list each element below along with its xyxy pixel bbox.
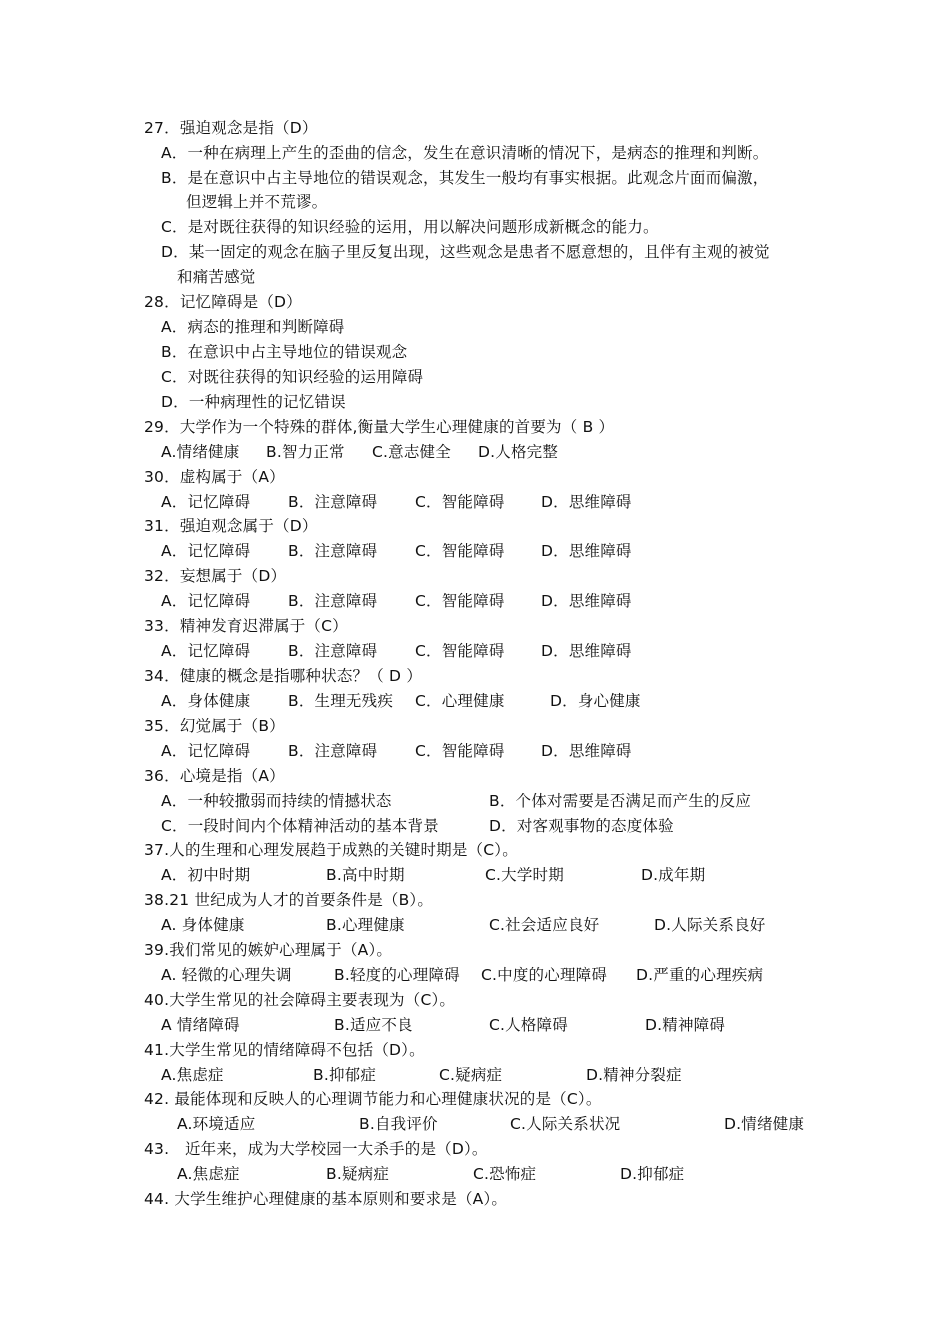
question-30-stem: 30．虚构属于（A） xyxy=(144,468,285,486)
question-38-option-d: D.人际关系良好 xyxy=(654,916,766,934)
question-30-option-a: A．记忆障碍 xyxy=(161,493,251,511)
question-35-option-d: D．思维障碍 xyxy=(541,742,632,760)
question-33-option-c: C．智能障碍 xyxy=(415,642,505,660)
question-36-option-a: A．一种较撒弱而持续的情撼状态 xyxy=(161,792,392,810)
question-29-option-d: D.人格完整 xyxy=(478,443,559,461)
question-29-option-a: A.情绪健康 xyxy=(161,443,240,461)
question-31-option-a: A．记忆障碍 xyxy=(161,542,251,560)
question-28-option-a: A．病态的推理和判断障碍 xyxy=(161,318,345,336)
question-34-stem: 34．健康的概念是指哪种状态？（ D ） xyxy=(144,667,423,685)
question-34-option-d: D．身心健康 xyxy=(550,692,641,710)
question-37-option-d: D.成年期 xyxy=(641,866,706,884)
question-27-option-d-cont: 和痛苦感觉 xyxy=(177,268,256,286)
question-39-stem: 39.我们常见的嫉妒心理属于（A）。 xyxy=(144,941,393,959)
question-44-stem: 44. 大学生维护心理健康的基本原则和要求是（A）。 xyxy=(144,1190,508,1208)
question-42-stem: 42. 最能体现和反映人的心理调节能力和心理健康状况的是（C）。 xyxy=(144,1090,602,1108)
question-29-option-b: B.智力正常 xyxy=(266,443,345,461)
question-28-option-b: B．在意识中占主导地位的错误观念 xyxy=(161,343,408,361)
question-41-option-a: A.焦虑症 xyxy=(161,1066,224,1084)
question-42-option-b: B.自我评价 xyxy=(359,1115,438,1133)
question-30-option-c: C．智能障碍 xyxy=(415,493,505,511)
question-27-option-b: B．是在意识中占主导地位的错误观念，其发生一般均有事实根据。此观念片面而偏激， xyxy=(161,169,769,187)
question-41-stem: 41.大学生常见的情绪障碍不包括（D）。 xyxy=(144,1041,425,1059)
question-31-option-b: B．注意障碍 xyxy=(288,542,378,560)
question-31-option-c: C．智能障碍 xyxy=(415,542,505,560)
question-30-option-b: B．注意障碍 xyxy=(288,493,378,511)
question-36-stem: 36．心境是指（A） xyxy=(144,767,285,785)
question-39-option-b: B.轻度的心理障碍 xyxy=(334,966,460,984)
question-43-option-a: A.焦虑症 xyxy=(177,1165,240,1183)
question-36-option-d: D．对客观事物的态度体验 xyxy=(489,817,674,835)
question-43-stem: 43. 近年来，成为大学校园一大杀手的是（D）。 xyxy=(144,1140,488,1158)
question-41-option-d: D.精神分裂症 xyxy=(586,1066,682,1084)
question-34-option-b: B．生理无残疾 xyxy=(288,692,394,710)
question-38-option-b: B.心理健康 xyxy=(326,916,405,934)
question-35-option-a: A．记忆障碍 xyxy=(161,742,251,760)
question-32-option-d: D．思维障碍 xyxy=(541,592,632,610)
question-39-option-d: D.严重的心理疾病 xyxy=(636,966,764,984)
question-27-option-a: A．一种在病理上产生的歪曲的信念，发生在意识清晰的情况下，是病态的推理和判断。 xyxy=(161,144,769,162)
question-42-option-c: C.人际关系状况 xyxy=(510,1115,621,1133)
question-28-stem: 28．记忆障碍是（D） xyxy=(144,293,302,311)
question-42-option-a: A.环境适应 xyxy=(177,1115,256,1133)
question-35-option-b: B．注意障碍 xyxy=(288,742,378,760)
question-43-option-d: D.抑郁症 xyxy=(620,1165,685,1183)
question-38-stem: 38.21 世纪成为人才的首要条件是（B）。 xyxy=(144,891,434,909)
question-40-stem: 40.大学生常见的社会障碍主要表现为（C）。 xyxy=(144,991,456,1009)
question-38-option-c: C.社会适应良好 xyxy=(489,916,600,934)
question-33-option-b: B．注意障碍 xyxy=(288,642,378,660)
question-40-option-a: A 情绪障碍 xyxy=(161,1016,240,1034)
question-41-option-b: B.抑郁症 xyxy=(313,1066,377,1084)
question-33-option-a: A．记忆障碍 xyxy=(161,642,251,660)
question-42-option-d: D.情绪健康 xyxy=(724,1115,805,1133)
question-37-option-b: B.高中时期 xyxy=(326,866,405,884)
question-35-option-c: C．智能障碍 xyxy=(415,742,505,760)
question-29-option-c: C.意志健全 xyxy=(372,443,451,461)
question-32-option-b: B．注意障碍 xyxy=(288,592,378,610)
question-35-stem: 35．幻觉属于（B） xyxy=(144,717,285,735)
question-28-option-c: C．对既往获得的知识经验的运用障碍 xyxy=(161,368,424,386)
question-38-option-a: A. 身体健康 xyxy=(161,916,245,934)
question-40-option-c: C.人格障碍 xyxy=(489,1016,568,1034)
question-37-option-c: C.大学时期 xyxy=(485,866,564,884)
question-31-option-d: D．思维障碍 xyxy=(541,542,632,560)
question-30-option-d: D．思维障碍 xyxy=(541,493,632,511)
question-27-option-b-cont: 但逻辑上并不荒谬。 xyxy=(186,193,328,211)
question-31-stem: 31．强迫观念属于（D） xyxy=(144,517,318,535)
question-27-option-d: D．某一固定的观念在脑子里反复出现，这些观念是患者不愿意想的，且伴有主观的被觉 xyxy=(161,243,770,261)
question-29-stem: 29．大学作为一个特殊的群体,衡量大学生心理健康的首要为（ B ） xyxy=(144,418,615,436)
question-27-option-c: C．是对既往获得的知识经验的运用，用以解决问题形成新概念的能力。 xyxy=(161,218,659,236)
question-36-option-c: C．一段时间内个体精神活动的基本背景 xyxy=(161,817,439,835)
question-33-stem: 33．精神发育迟滞属于（C） xyxy=(144,617,348,635)
question-37-option-a: A．初中时期 xyxy=(161,866,251,884)
question-37-stem: 37.人的生理和心理发展趋于成熟的关键时期是（C）。 xyxy=(144,841,518,859)
question-34-option-c: C．心理健康 xyxy=(415,692,505,710)
question-32-option-a: A．记忆障碍 xyxy=(161,592,251,610)
question-33-option-d: D．思维障碍 xyxy=(541,642,632,660)
question-32-stem: 32．妄想属于（D） xyxy=(144,567,287,585)
question-39-option-a: A. 轻微的心理失调 xyxy=(161,966,292,984)
question-34-option-a: A．身体健康 xyxy=(161,692,251,710)
question-27-stem: 27．强迫观念是指（D） xyxy=(144,119,318,137)
question-43-option-c: C.恐怖症 xyxy=(473,1165,537,1183)
question-39-option-c: C.中度的心理障碍 xyxy=(481,966,608,984)
question-28-option-d: D．一种病理性的记忆错误 xyxy=(161,393,346,411)
question-32-option-c: C．智能障碍 xyxy=(415,592,505,610)
question-40-option-b: B.适应不良 xyxy=(334,1016,413,1034)
question-40-option-d: D.精神障碍 xyxy=(645,1016,726,1034)
question-43-option-b: B.疑病症 xyxy=(326,1165,390,1183)
question-36-option-b: B．个体对需要是否满足而产生的反应 xyxy=(489,792,752,810)
question-41-option-c: C.疑病症 xyxy=(439,1066,503,1084)
